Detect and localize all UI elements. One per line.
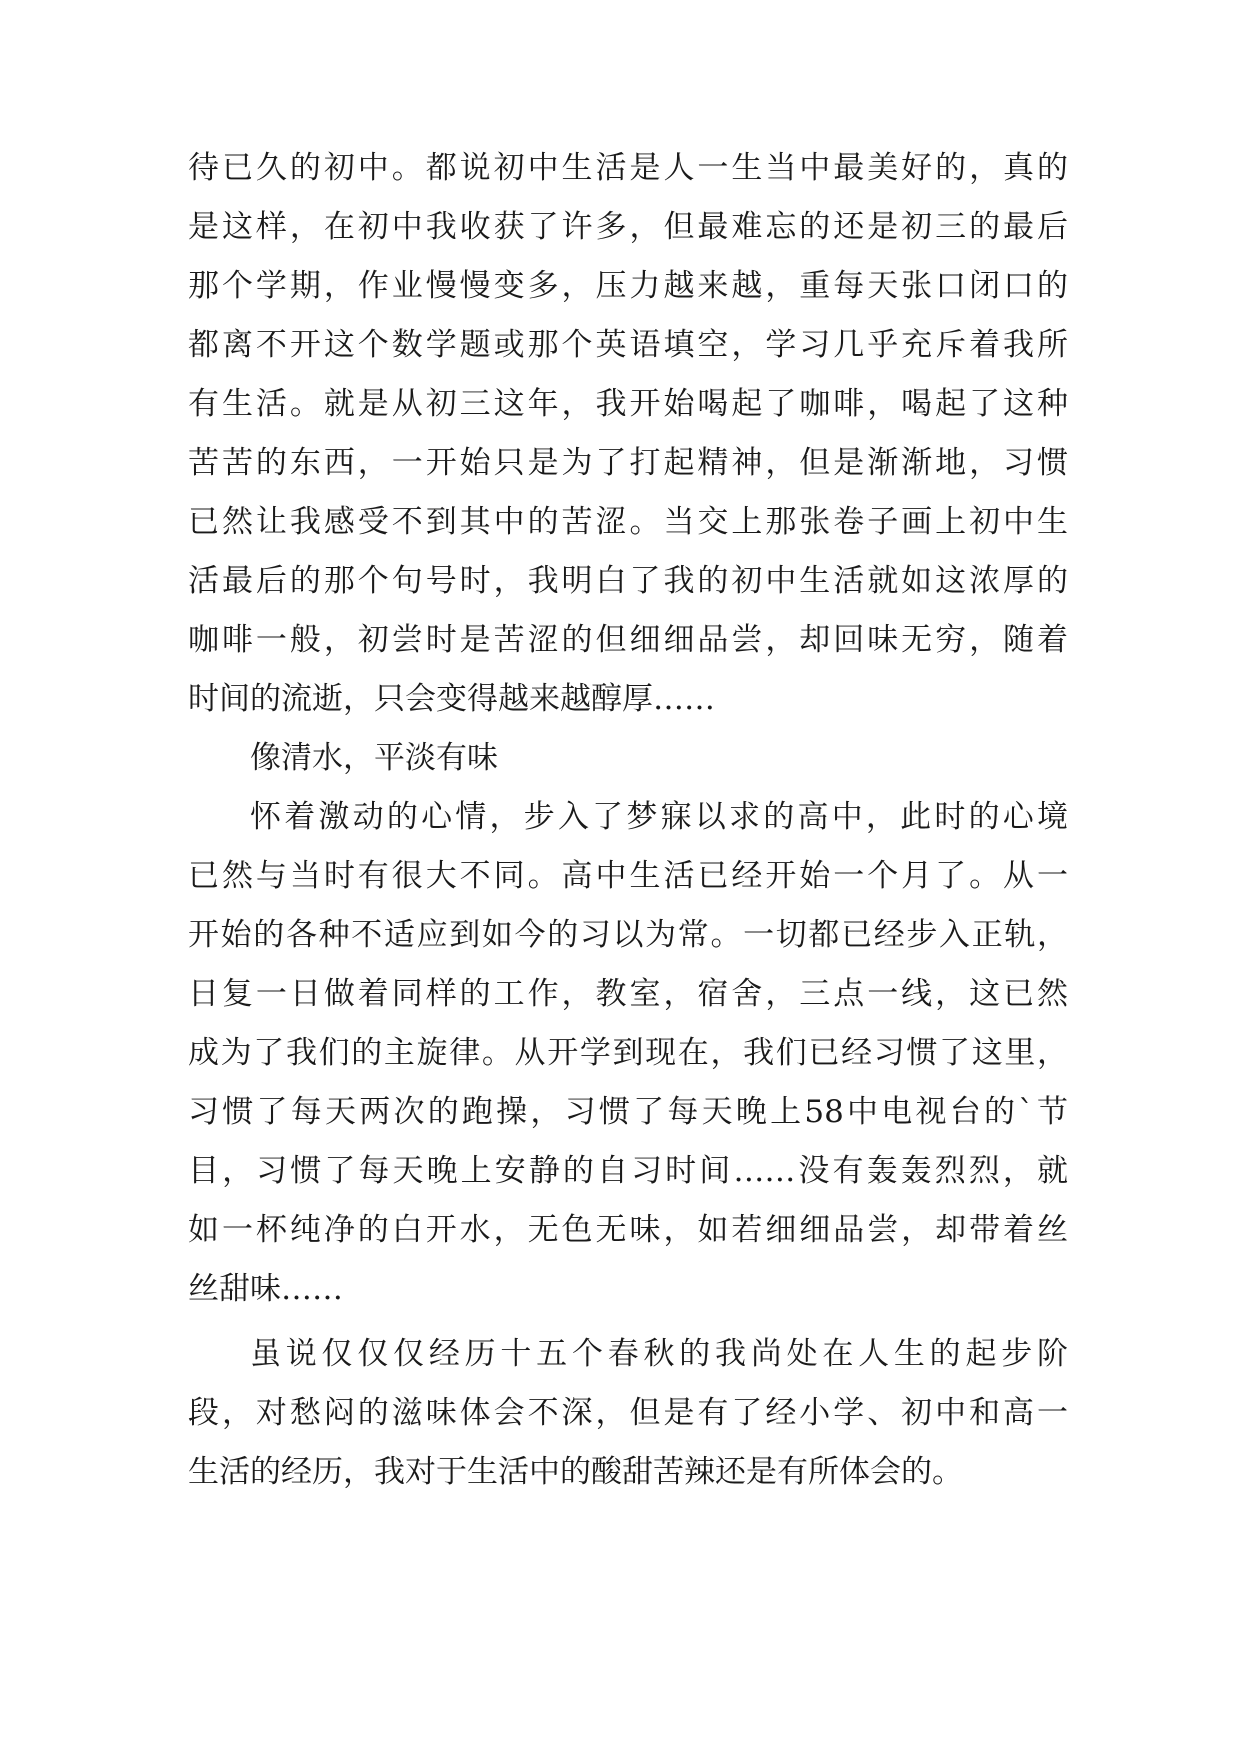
text-line: 生活的经历，我对于生活中的酸甜苦辣还是有所体会的。 [188,1454,963,1490]
text-line: 时间的流逝，只会变得越来越醇厚…… [188,681,715,717]
text-line: 待已久的初中。都说初中生活是人一生当中最美好的，真的 [188,150,1068,186]
text-line: 活最后的那个句号时，我明白了我的初中生活就如这浓厚的 [188,563,1068,599]
text-line: 怀着激动的心情，步入了梦寐以求的高中，此时的心境 [250,799,1068,835]
text-line: 已然与当时有很大不同。高中生活已经开始一个月了。从一 [188,858,1068,894]
text-line: 段，对愁闷的滋味体会不深，但是有了经小学、初中和高一 [188,1395,1068,1431]
text-line: 丝甜味…… [188,1271,343,1307]
section-heading: 像清水，平淡有味 [250,740,498,776]
text-line: 是这样，在初中我收获了许多，但最难忘的还是初三的最后 [188,209,1068,245]
text-line: 如一杯纯净的白开水，无色无味，如若细细品尝，却带着丝 [188,1212,1068,1248]
text-line: 苦苦的东西，一开始只是为了打起精神，但是渐渐地，习惯 [188,445,1068,481]
text-line: 都离不开这个数学题或那个英语填空，学习几乎充斥着我所 [188,327,1068,363]
text-line: 已然让我感受不到其中的苦涩。当交上那张卷子画上初中生 [188,504,1068,540]
text-line: 虽说仅仅仅经历十五个春秋的我尚处在人生的起步阶 [250,1336,1068,1372]
text-line: 成为了我们的主旋律。从开学到现在，我们已经习惯了这里， [188,1035,1068,1071]
text-line: 日复一日做着同样的工作，教室，宿舍，三点一线，这已然 [188,976,1068,1012]
text-line: 习惯了每天两次的跑操，习惯了每天晚上58中电视台的`节 [188,1094,1068,1130]
text-line: 目，习惯了每天晚上安静的自习时间……没有轰轰烈烈，就 [188,1153,1068,1189]
text-line: 有生活。就是从初三这年，我开始喝起了咖啡，喝起了这种 [188,386,1068,422]
text-line: 咖啡一般，初尝时是苦涩的但细细品尝，却回味无穷，随着 [188,622,1068,658]
text-line: 开始的各种不适应到如今的习以为常。一切都已经步入正轨， [188,917,1068,953]
text-line: 那个学期，作业慢慢变多，压力越来越，重每天张口闭口的 [188,268,1068,304]
